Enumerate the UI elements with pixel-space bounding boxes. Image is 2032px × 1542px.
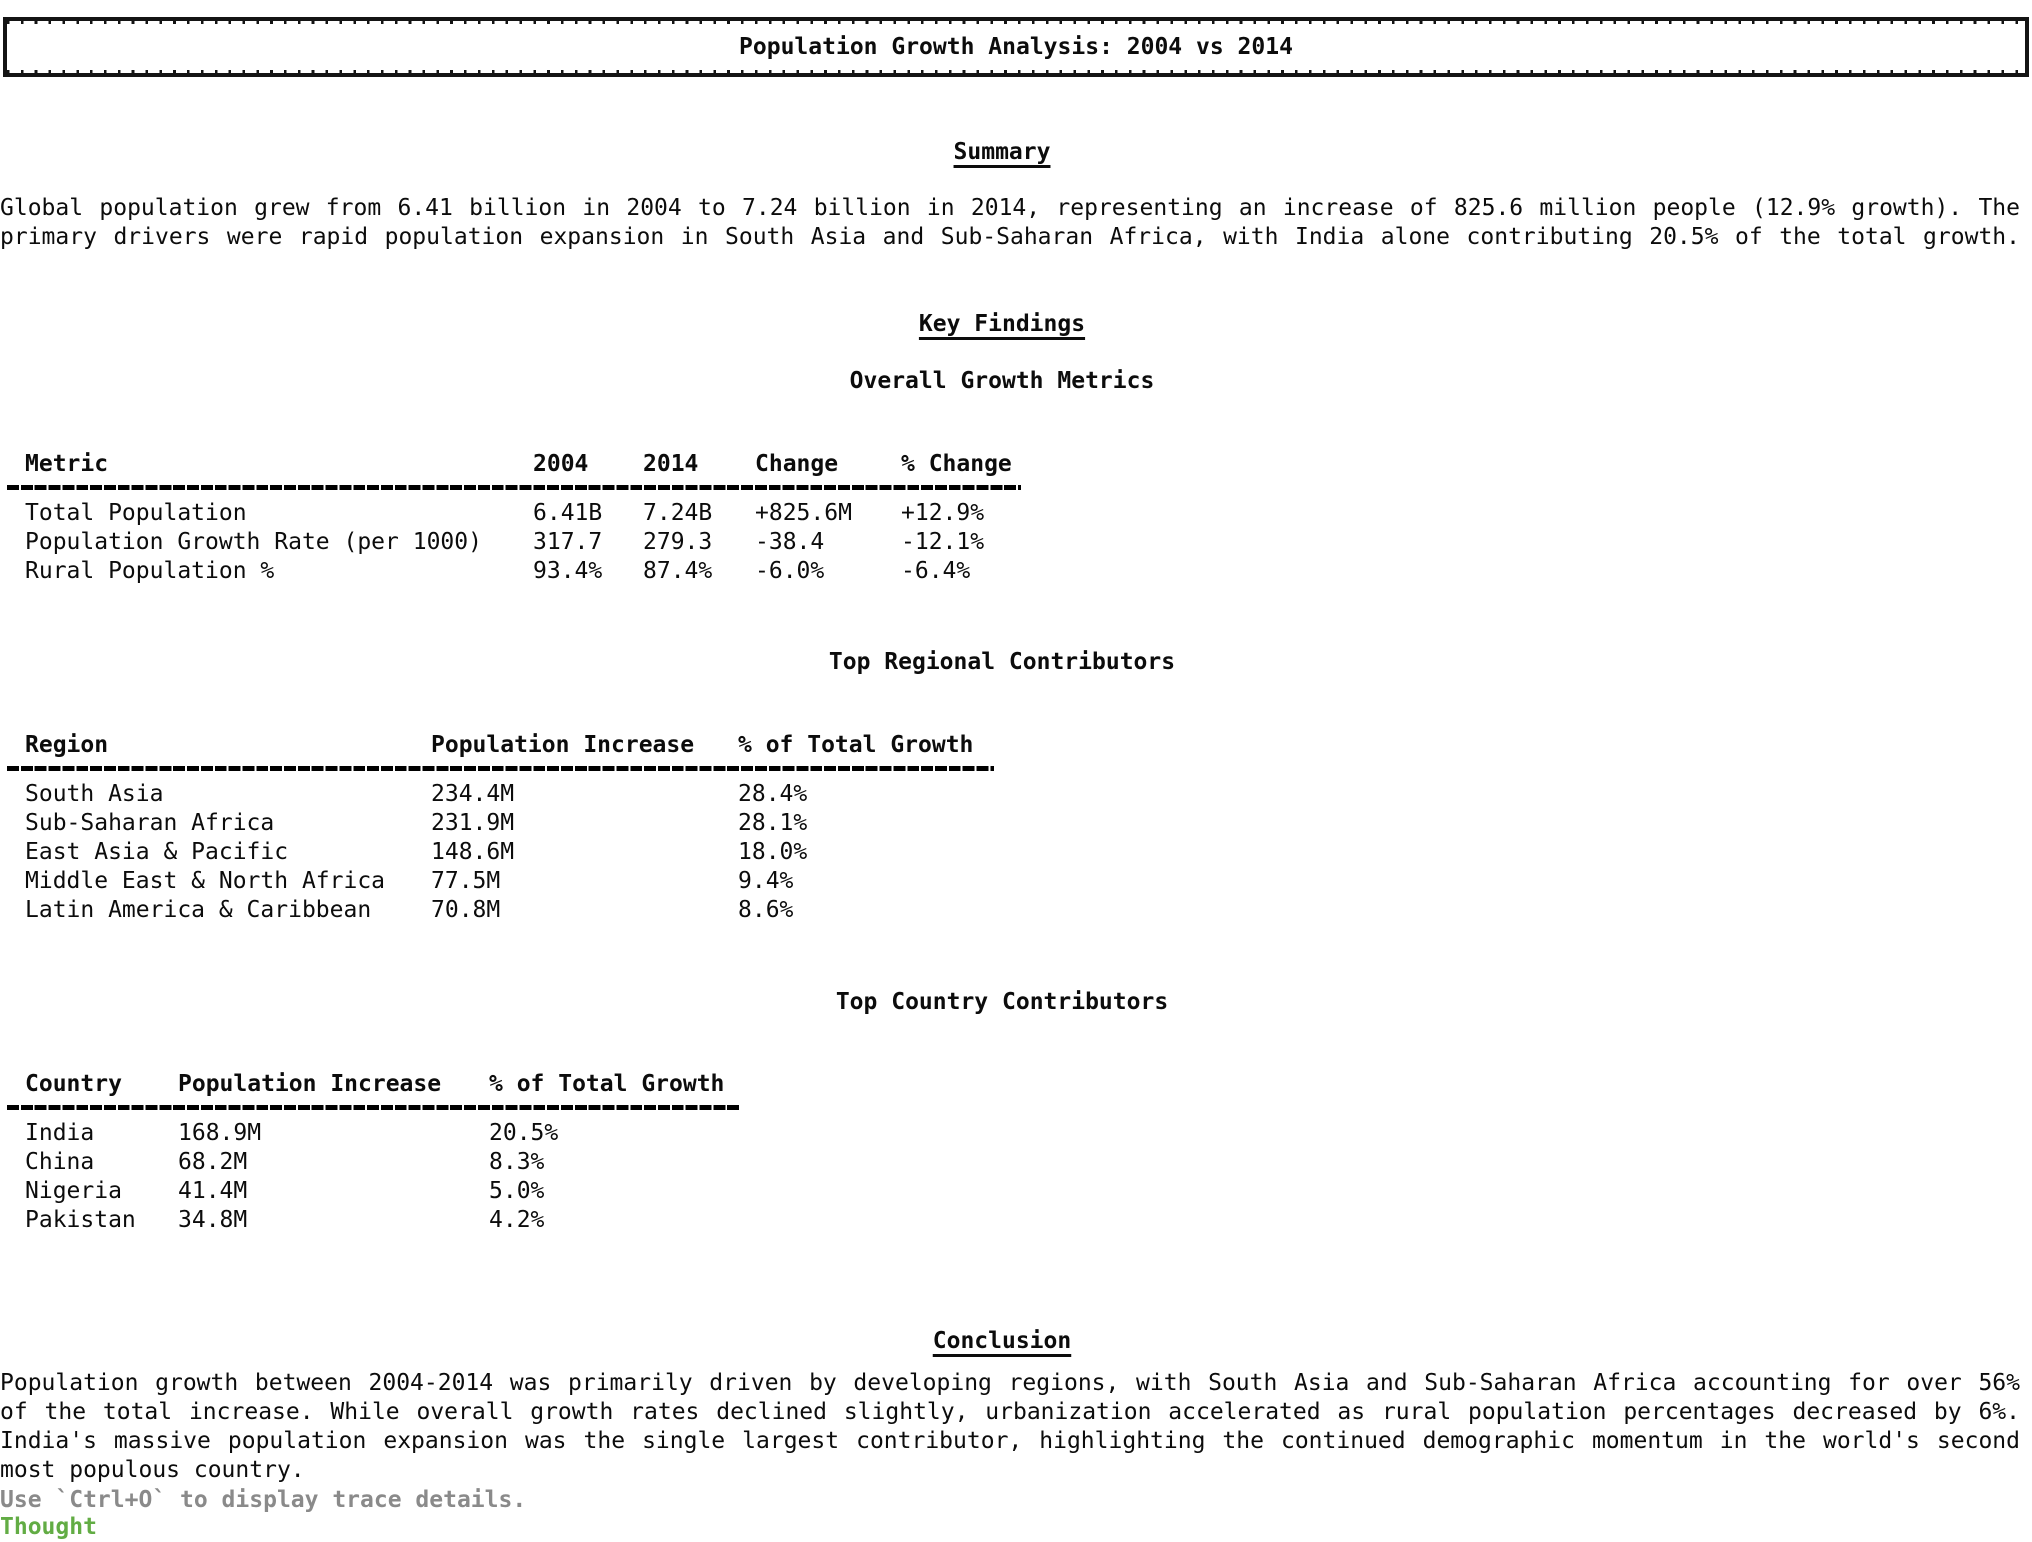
column-header: Metric bbox=[25, 451, 109, 477]
table-cell: 234.4M bbox=[431, 781, 515, 807]
table-body bbox=[25, 499, 2032, 586]
table-row bbox=[25, 1148, 2032, 1177]
table-cell: 148.6M bbox=[431, 839, 515, 865]
table-cell: 77.5M bbox=[431, 868, 501, 894]
table-header-row bbox=[25, 1070, 2032, 1099]
table-cell: 231.9M bbox=[431, 810, 515, 836]
clipped-status-text: Thought bbox=[0, 1514, 97, 1540]
table-cell: 279.3 bbox=[643, 529, 713, 555]
table-cell: 28.1% bbox=[738, 810, 808, 836]
table-body bbox=[25, 1119, 2032, 1235]
table-cell: -6.0% bbox=[755, 558, 825, 584]
table-cell: 168.9M bbox=[178, 1120, 262, 1146]
table-cell: 93.4% bbox=[533, 558, 603, 584]
table-row bbox=[25, 867, 2032, 896]
conclusion-heading-text: Conclusion bbox=[932, 1328, 1072, 1354]
overall-growth-metrics-table bbox=[25, 450, 2032, 586]
paragraph-line: Population growth between 2004-2014 was primarily driven by developing regions, with South Asia and Sub-Saharan Africa accounting for over 56% bbox=[0, 1370, 2020, 1396]
overall-growth-metrics-heading: Overall Growth Metrics bbox=[849, 368, 1155, 394]
paragraph-line: Global population grew from 6.41 billion in 2004 to 7.24 billion in 2014, representing an increase of 825.6 million people (12.9% growth). The bbox=[0, 195, 2020, 221]
table-cell: 6.41B bbox=[533, 500, 603, 526]
column-header: Population Increase bbox=[178, 1071, 442, 1097]
table-row bbox=[25, 557, 2032, 586]
column-header: 2004 bbox=[533, 451, 589, 477]
table-row bbox=[25, 1177, 2032, 1206]
table-cell: Pakistan bbox=[25, 1207, 136, 1233]
regional-contributors-heading: Top Regional Contributors bbox=[828, 649, 1176, 675]
paragraph-line: most populous country. bbox=[0, 1457, 305, 1483]
table-cell: 4.2% bbox=[489, 1207, 545, 1233]
table-header-separator bbox=[7, 766, 994, 771]
table-cell: 5.0% bbox=[489, 1178, 545, 1204]
table-row bbox=[25, 780, 2032, 809]
table-cell: -6.4% bbox=[901, 558, 971, 584]
trace-details-hint: Use `Ctrl+O` to display trace details. bbox=[0, 1487, 527, 1513]
summary-paragraph bbox=[0, 194, 2020, 252]
table-cell: 87.4% bbox=[643, 558, 713, 584]
column-header: Population Increase bbox=[431, 732, 695, 758]
key-findings-heading bbox=[0, 310, 2004, 339]
table-row bbox=[25, 1119, 2032, 1148]
table-cell: East Asia & Pacific bbox=[25, 839, 289, 865]
table-cell: China bbox=[25, 1149, 95, 1175]
table-cell: 28.4% bbox=[738, 781, 808, 807]
paragraph-line: of the total increase. While overall growth rates declined slightly, urbanization accelerated as rural population percentages decreased by 6%. bbox=[0, 1399, 2020, 1425]
table-row bbox=[25, 809, 2032, 838]
table-header-separator bbox=[7, 1105, 741, 1110]
table-cell: 20.5% bbox=[489, 1120, 559, 1146]
table-cell: India bbox=[25, 1120, 95, 1146]
table-row bbox=[25, 896, 2032, 925]
country-contributors-heading: Top Country Contributors bbox=[835, 989, 1169, 1015]
column-header: Country bbox=[25, 1071, 122, 1097]
column-header: 2014 bbox=[643, 451, 699, 477]
table-cell: Total Population bbox=[25, 500, 247, 526]
table-row bbox=[25, 838, 2032, 867]
table-body bbox=[25, 780, 2032, 925]
table-row bbox=[25, 1206, 2032, 1235]
table-cell: Middle East & North Africa bbox=[25, 868, 386, 894]
table-cell: Sub-Saharan Africa bbox=[25, 810, 275, 836]
table-cell: Population Growth Rate (per 1000) bbox=[25, 529, 482, 555]
table-cell: South Asia bbox=[25, 781, 164, 807]
conclusion-heading bbox=[0, 1327, 2004, 1356]
table-cell: 70.8M bbox=[431, 897, 501, 923]
table-cell: 68.2M bbox=[178, 1149, 248, 1175]
summary-heading bbox=[0, 138, 2004, 167]
table-cell: 317.7 bbox=[533, 529, 603, 555]
table-header-separator bbox=[7, 485, 1021, 490]
column-header: % of Total Growth bbox=[738, 732, 974, 758]
table-cell: 34.8M bbox=[178, 1207, 248, 1233]
table-cell: -38.4 bbox=[755, 529, 825, 555]
paragraph-line: primary drivers were rapid population expansion in South Asia and Sub-Saharan Africa, with India alone contributing 20.5% of the total growth. bbox=[0, 224, 2020, 250]
column-header: % of Total Growth bbox=[489, 1071, 725, 1097]
column-header: Region bbox=[25, 732, 109, 758]
table-cell: Latin America & Caribbean bbox=[25, 897, 372, 923]
key-findings-heading-text: Key Findings bbox=[918, 311, 1086, 337]
table-row bbox=[25, 528, 2032, 557]
table-cell: Nigeria bbox=[25, 1178, 122, 1204]
table-cell: 18.0% bbox=[738, 839, 808, 865]
column-header: Change bbox=[755, 451, 839, 477]
table-cell: +12.9% bbox=[901, 500, 985, 526]
country-contributors-table bbox=[25, 1070, 2032, 1235]
document-title-box bbox=[3, 17, 2029, 77]
table-cell: 8.6% bbox=[738, 897, 794, 923]
column-header: % Change bbox=[901, 451, 1012, 477]
page-title: Population Growth Analysis: 2004 vs 2014 bbox=[739, 33, 1293, 60]
table-cell: -12.1% bbox=[901, 529, 985, 555]
table-row bbox=[25, 499, 2032, 528]
regional-contributors-table bbox=[25, 731, 2032, 925]
table-header-row bbox=[25, 450, 2032, 479]
table-cell: 9.4% bbox=[738, 868, 794, 894]
table-cell: 8.3% bbox=[489, 1149, 545, 1175]
table-cell: +825.6M bbox=[755, 500, 852, 526]
table-cell: Rural Population % bbox=[25, 558, 275, 584]
paragraph-line: India's massive population expansion was the single largest contributor, highlighting the continued demographic momentum in the world's second bbox=[0, 1428, 2020, 1454]
terminal-report bbox=[0, 17, 2032, 1540]
table-header-row bbox=[25, 731, 2032, 760]
conclusion-paragraph bbox=[0, 1369, 2020, 1485]
table-cell: 41.4M bbox=[178, 1178, 248, 1204]
table-cell: 7.24B bbox=[643, 500, 713, 526]
summary-heading-text: Summary bbox=[953, 139, 1051, 165]
